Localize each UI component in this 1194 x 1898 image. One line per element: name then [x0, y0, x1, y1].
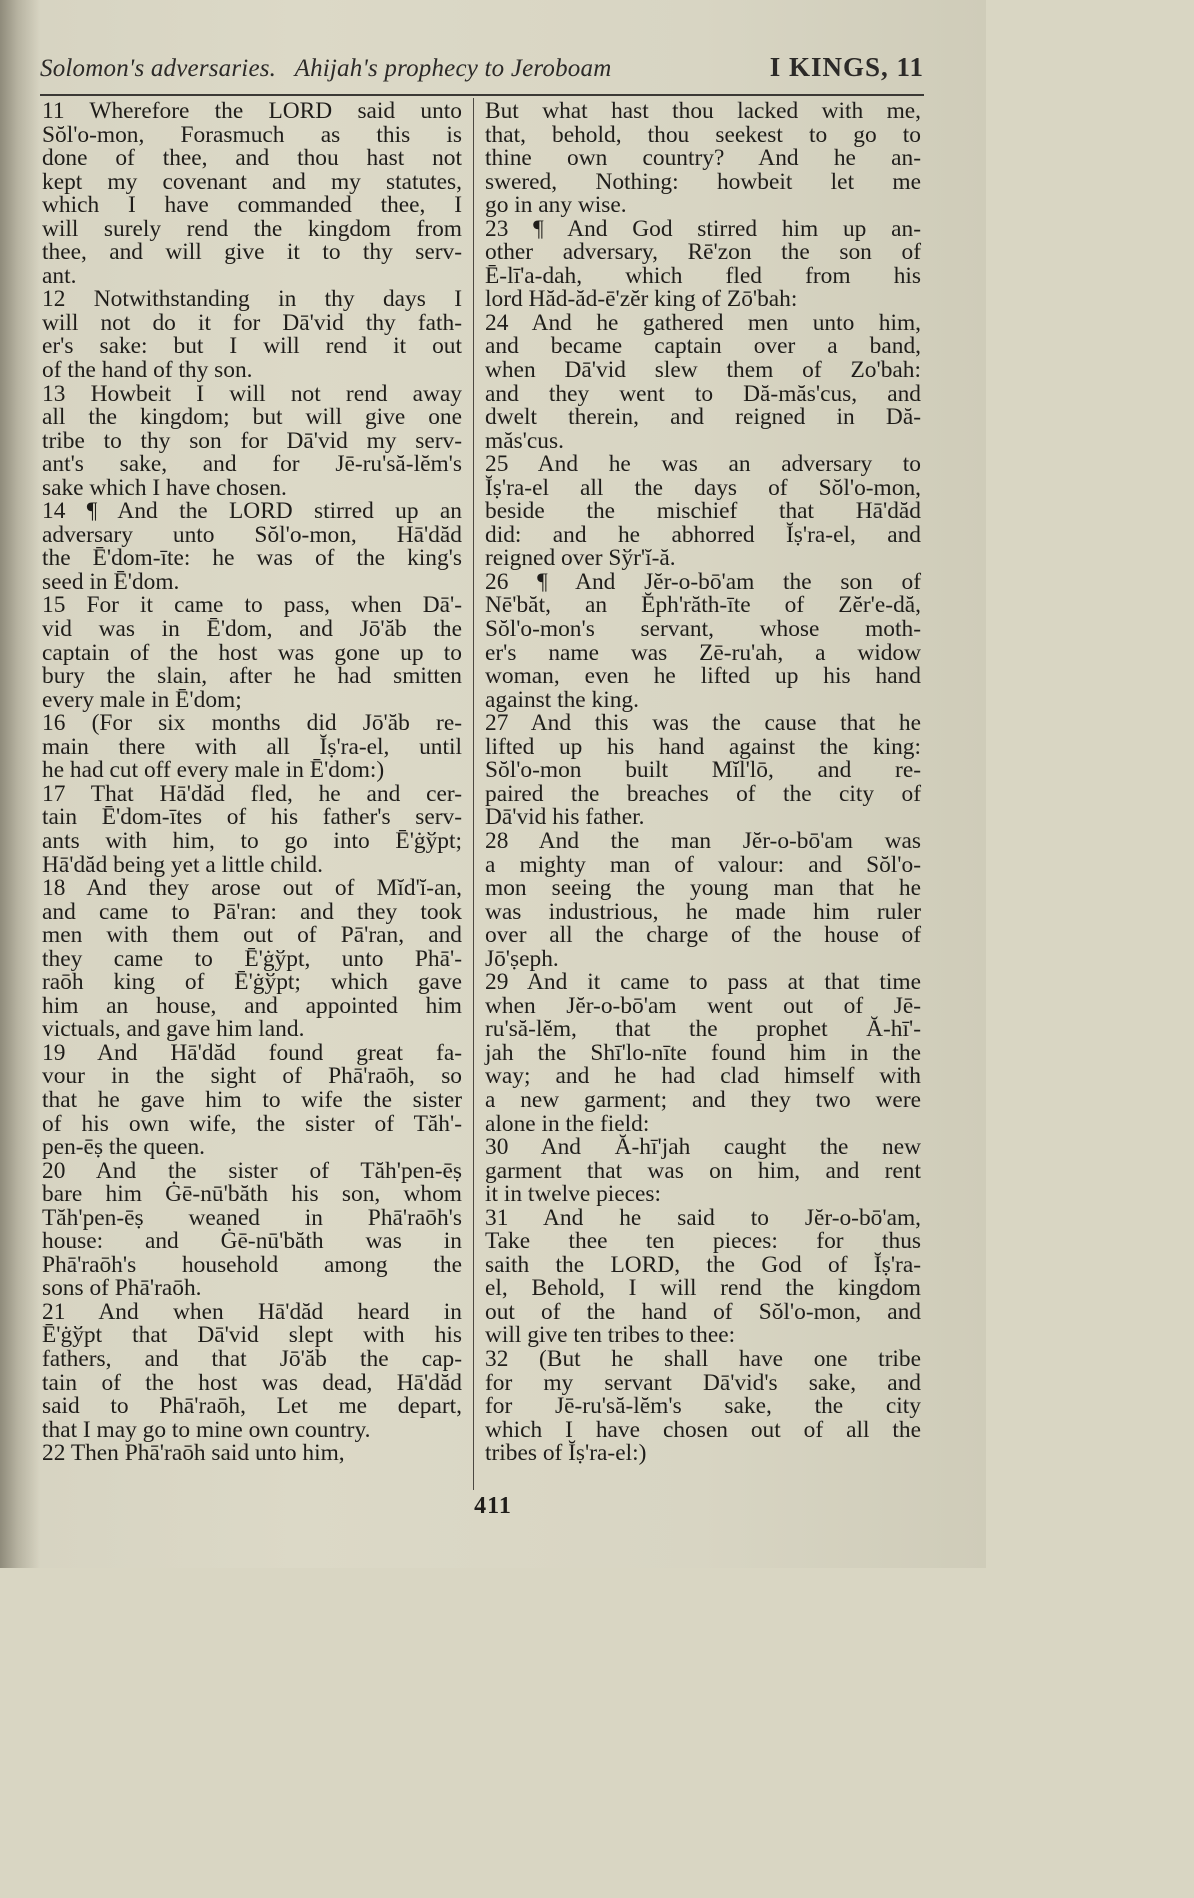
text-line: 32 (But he shall have one tribe [485, 1345, 921, 1372]
header-topic-1: Solomon's adversaries. [40, 55, 277, 82]
text-line: 15 For it came to pass, when Dā'- [42, 592, 462, 619]
text-line: and came to Pā'ran: and they took [42, 898, 462, 925]
text-line: him an house, and appointed him [42, 992, 462, 1019]
book-chapter-label: I KINGS, 11 [769, 52, 924, 82]
text-line: did: and he abhorred Ĭṣ'ra-el, and [485, 521, 921, 548]
text-line: thine own country? And he an- [485, 145, 921, 172]
text-line: when Jĕr-o-bō'am went out of Jē- [485, 992, 921, 1019]
text-line: Nē'băt, an Ĕph'răth-īte of Zĕr'e-dă, [485, 592, 921, 619]
text-line: Take thee ten pieces: for thus [485, 1228, 921, 1255]
text-line: beside the mischief that Hā'dăd [485, 498, 921, 525]
text-line: kept my covenant and my statutes, [42, 168, 462, 195]
text-line: Phā'raōh's household among the [42, 1251, 462, 1278]
text-line: adversary unto Sŏl'o-mon, Hā'dăd [42, 521, 462, 548]
text-line: Sŏl'o-mon's servant, whose moth- [485, 616, 921, 643]
text-line: was industrious, he made him ruler [485, 898, 921, 925]
text-line: seed in Ē'dom. [42, 568, 180, 595]
text-line: sake which I have chosen. [42, 474, 287, 501]
text-line: victuals, and gave him land. [42, 1016, 305, 1043]
text-line: garment that was on him, and rent [485, 1157, 921, 1184]
text-line: ant's sake, and for Jē-ru'să-lĕm's [42, 451, 462, 478]
text-line: that, behold, thou seekest to go to [485, 121, 921, 148]
text-line: 19 And Hā'dăd found great fa- [42, 1039, 462, 1066]
text-line: which I have commanded thee, I [42, 192, 462, 219]
running-header [40, 52, 924, 90]
text-line: jah the Shī'lo-nīte found him in the [485, 1039, 921, 1066]
header-rule [40, 94, 924, 96]
text-line: er's name was Zē-ru'ah, a widow [485, 639, 921, 666]
text-line: 11 Wherefore the LORD said unto [42, 98, 462, 124]
text-line: Ĭṣ'ra-el all the days of Sŏl'o-mon, [485, 474, 921, 501]
text-line: saith the LORD, the God of Ĭṣ'ra- [485, 1251, 921, 1278]
text-line: tain Ē'dom-ītes of his father's serv- [42, 804, 462, 831]
text-line: and became captain over a band, [485, 333, 921, 360]
page-number: 411 [474, 1493, 512, 1519]
text-line: it in twelve pieces: [485, 1181, 662, 1208]
text-line: Ē-lī'a-dah, which fled from his [485, 262, 921, 289]
text-line: 13 Howbeit I will not rend away [42, 380, 462, 407]
text-line: of the hand of thy son. [42, 357, 253, 384]
text-line: swered, Nothing: howbeit let me [485, 168, 921, 195]
text-line: ants with him, to go into Ē'ġўpt; [42, 827, 462, 854]
text-line: all the kingdom; but will give one [42, 404, 462, 431]
text-line: 22 Then Phā'raōh said unto him, [42, 1440, 345, 1467]
text-line: raōh king of Ē'ġўpt; which gave [42, 969, 462, 996]
header-topic-2: Ahijah's prophecy to Jeroboam [294, 55, 612, 82]
text-line: men with them out of Pā'ran, and [42, 922, 462, 949]
text-line: which I have chosen out of all the [485, 1416, 921, 1443]
text-line: of his own wife, the sister of Tăh'- [42, 1110, 462, 1137]
text-line: lord Hăd-ăd-ē'zĕr king of Zō'bah: [485, 286, 798, 313]
text-line: will give ten tribes to thee: [485, 1322, 736, 1349]
text-line: thee, and will give it to thy serv- [42, 239, 462, 266]
text-line: 26 ¶ And Jĕr-o-bō'am the son of [485, 568, 921, 595]
text-line: over all the charge of the house of [485, 922, 921, 949]
text-line: bare him Ġē-nū'băth his son, whom [42, 1181, 462, 1208]
text-line: tribe to thy son for Dā'vid my serv- [42, 427, 462, 454]
text-line: against the king. [485, 686, 639, 713]
text-line: paired the breaches of the city of [485, 780, 921, 807]
text-line: 14 ¶ And the LORD stirred up an [42, 498, 462, 525]
text-line: But what hast thou lacked with me, [485, 98, 921, 124]
text-line: tain of the host was dead, Hā'dăd [42, 1369, 462, 1396]
text-line: pen-ēṣ the queen. [42, 1134, 206, 1161]
text-line: 25 And he was an adversary to [485, 451, 921, 478]
text-line: lifted up his hand against the king: [485, 733, 921, 760]
text-line: 30 And Ă-hī'jah caught the new [485, 1134, 921, 1161]
text-line: fathers, and that Jō'ăb the cap- [42, 1345, 462, 1372]
text-line: 23 ¶ And God stirred him up an- [485, 215, 921, 242]
text-line: 21 And when Hā'dăd heard in [42, 1298, 462, 1325]
text-line: woman, even he lifted up his hand [485, 663, 921, 690]
text-line: 17 That Hā'dăd fled, he and cer- [42, 780, 462, 807]
text-line: way; and he had clad himself with [485, 1063, 921, 1090]
column-divider [473, 98, 474, 1490]
text-line: Sŏl'o-mon, Forasmuch as this is [42, 121, 462, 148]
text-line: for my servant Dā'vid's sake, and [485, 1369, 921, 1396]
text-line: and they went to Dă-măs'cus, and [485, 380, 921, 407]
text-line: Ē'ġўpt that Dā'vid slept with his [42, 1322, 462, 1349]
text-line: ant. [42, 262, 77, 289]
text-line: every male in Ē'dom; [42, 686, 242, 713]
text-line: main there with all Ĭṣ'ra-el, until [42, 733, 462, 760]
text-line: when Dā'vid slew them of Zo'bah: [485, 357, 921, 384]
text-line: 28 And the man Jĕr-o-bō'am was [485, 827, 921, 854]
text-line: Tăh'pen-ēṣ weaned in Phā'raōh's [42, 1204, 462, 1231]
text-line: house: and Ġē-nū'băth was in [42, 1228, 462, 1255]
text-line: măs'cus. [485, 427, 564, 454]
text-line: will not do it for Dā'vid thy fath- [42, 309, 462, 336]
text-line: dwelt therein, and reigned in Dă- [485, 404, 921, 431]
text-line: 18 And they arose out of Mĭd'ĭ-an, [42, 875, 462, 902]
text-line: captain of the host was gone up to [42, 639, 462, 666]
text-line: alone in the field: [485, 1110, 650, 1137]
left-column [42, 100, 462, 1466]
text-line: done of thee, and thou hast not [42, 145, 462, 172]
text-line: tribes of Ĭṣ'ra-el:) [485, 1440, 647, 1467]
right-column [485, 100, 921, 1466]
text-line: go in any wise. [485, 192, 627, 219]
text-line: er's sake: but I will rend it out [42, 333, 462, 360]
text-line: reigned over Sўr'ĭ-ă. [485, 545, 676, 572]
text-line: bury the slain, after he had smitten [42, 663, 462, 690]
text-line: sons of Phā'raōh. [42, 1275, 202, 1302]
text-line: 12 Notwithstanding in thy days I [42, 286, 462, 313]
text-line: vid was in Ē'dom, and Jō'ăb the [42, 616, 462, 643]
text-line: Jō'ṣeph. [485, 945, 559, 972]
text-line: other adversary, Rē'zon the son of [485, 239, 921, 266]
text-line: 20 And the sister of Tăh'pen-ēṣ [42, 1157, 462, 1184]
text-line: a new garment; and they two were [485, 1086, 921, 1113]
text-line: el, Behold, I will rend the kingdom [485, 1275, 921, 1302]
header-topics [40, 55, 760, 83]
text-line: said to Phā'raōh, Let me depart, [42, 1393, 462, 1420]
text-line: will surely rend the kingdom from [42, 215, 462, 242]
text-line: 27 And this was the cause that he [485, 710, 921, 737]
text-line: Sŏl'o-mon built Mĭl'lō, and re- [485, 757, 921, 784]
text-line: he had cut off every male in Ē'dom:) [42, 757, 385, 784]
text-line: 24 And he gathered men unto him, [485, 309, 921, 336]
text-line: 29 And it came to pass at that time [485, 969, 921, 996]
text-line: out of the hand of Sŏl'o-mon, and [485, 1298, 921, 1325]
text-line: Dā'vid his father. [485, 804, 645, 831]
text-line: for Jē-ru'să-lĕm's sake, the city [485, 1393, 921, 1420]
text-line: that I may go to mine own country. [42, 1416, 371, 1443]
text-line: 31 And he said to Jĕr-o-bō'am, [485, 1204, 921, 1231]
text-line: Hā'dăd being yet a little child. [42, 851, 323, 878]
text-line: mon seeing the young man that he [485, 875, 921, 902]
text-line: the Ē'dom-īte: he was of the king's [42, 545, 462, 572]
text-line: ru'să-lĕm, that the prophet Ă-hī'- [485, 1016, 921, 1043]
text-line: a mighty man of valour: and Sŏl'o- [485, 851, 921, 878]
text-line: vour in the sight of Phā'raōh, so [42, 1063, 462, 1090]
text-line: 16 (For six months did Jō'ăb re- [42, 710, 462, 737]
text-line: that he gave him to wife the sister [42, 1086, 462, 1113]
text-line: they came to Ē'ġўpt, unto Phā'- [42, 945, 462, 972]
